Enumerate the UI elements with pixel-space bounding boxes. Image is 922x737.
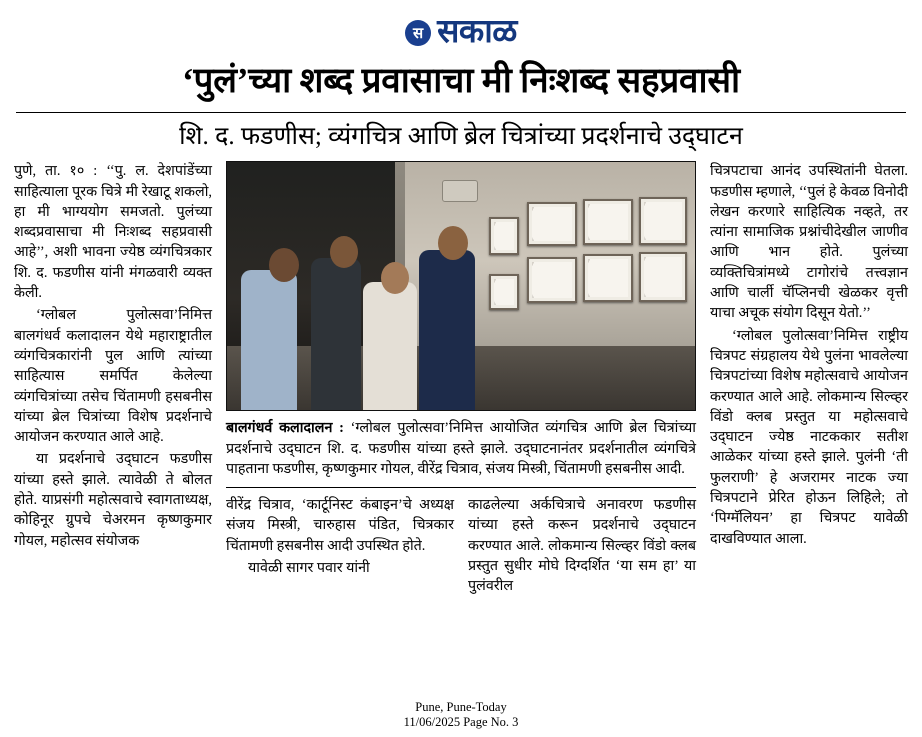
person-figure	[363, 282, 417, 410]
artwork-frame	[583, 254, 633, 302]
logo-mark-icon: स	[405, 20, 431, 46]
subheadline: शि. द. फडणीस; व्यंगचित्र आणि ब्रेल चित्रांच्या प्रदर्शनाचे उद्‌घाटन	[179, 122, 743, 150]
left-paragraph-3: या प्रदर्शनाचे उद्‌घाटन फडणीस यांच्या हस्ते झाले. त्यावेळी ते बोलत होते. याप्रसंगी महोत्सवाचे स्वागताध्यक्ष, कोहिनूर ग्रुपचे चेअरमन कृष्णकुमार गोयल, महोत्सव संयोजक	[14, 451, 212, 549]
person-figure	[311, 258, 361, 410]
footer-date-page: 11/06/2025 Page No. 3	[403, 715, 519, 730]
center-right-paragraph-1: काढलेल्या अर्कचित्राचे अनावरण फडणीस यांच्या हस्ते करून प्रदर्शनाचे उद्‌घाटन करण्यात आले. लोकमान्य सिल्व्हर विंडो क्लब प्रस्तुत सुधीर मोघे दिग्दर्शित ‘या सम हा’ या पुलंवरील	[468, 497, 696, 595]
center-left-paragraph-1: वीरेंद्र चित्राव, ‘कार्टूनिस्ट कंबाइन’चे अध्यक्ष संजय मिस्त्री, चारुहास पंडित, चित्रकार चिंतामणी हसबनीस आदी उपस्थित होते.	[226, 497, 454, 554]
photo-caption	[226, 418, 696, 479]
artwork-frame	[489, 217, 519, 255]
artwork-frame	[527, 202, 577, 246]
center-left-column	[226, 495, 454, 598]
center-subcolumns	[226, 495, 696, 598]
masthead	[14, 0, 908, 57]
artwork-frame	[639, 197, 687, 245]
left-column	[14, 161, 212, 598]
caption-text: ‘ग्लोबल पुलोत्सवा’निमित्त आयोजित व्यंगचित्र आणि ब्रेल चित्रांच्या प्रदर्शनाचे उद्‌घाटन शि. द. फडणीस यांच्या हस्ते झाले. उद्‌घाटनानंतर प्रदर्शनातील व्यंगचित्रे पाहताना फडणीस, कृष्णकुमार गोयल, वीरेंद्र चित्राव, संजय मिस्त्री, चिंतामणी हसबनीस आदी.	[226, 420, 696, 477]
article-body	[14, 161, 908, 598]
center-right-column	[468, 495, 696, 598]
footer-edition: Pune, Pune-Today	[415, 699, 507, 714]
caption-lead: बालगंधर्व कलादालन :	[226, 420, 351, 437]
ceiling-fan-icon	[442, 180, 478, 202]
right-paragraph-1: चित्रपटाचा आनंद उपस्थितांनी घेतला. फडणीस म्हणाले, ‘‘पुलं हे केवळ विनोदी लेखन करणारे साहित्यिक नव्हते, तर त्यांना सामाजिक प्रश्नांचीदेखील जाणीव आणि भान होते. पुलंच्या व्यक्तिचित्रांमध्ये टागोरांचे तत्त्वज्ञान आणि चार्ली चॅप्लिनची खेळकर वृत्ती याचा अचूक संयोग दिसून येतो.’’	[710, 163, 908, 322]
page-footer	[0, 700, 922, 731]
center-left-paragraph-2: यावेळी सागर पवार यांनी	[248, 560, 370, 577]
headline: ‘पुलं’च्या शब्द प्रवासाचा मी निःशब्द सहप्रवासी	[182, 61, 740, 100]
artwork-frame	[489, 274, 519, 310]
headline-divider	[16, 112, 906, 113]
center-column	[226, 161, 696, 598]
publication-name: सकाळ	[437, 14, 517, 50]
left-paragraph-1: पुणे, ता. १० : ‘‘पु. ल. देशपांडेंच्या साहित्याला पूरक चित्रे मी रेखाटू शकलो, हा मी भाग्ययोग समजतो. पुलंच्या शब्दप्रवासाचा मी निःशब्द सहप्रवासी आहे’’, अशी भावना ज्येष्ठ व्यंगचित्रकार शि. द. फडणीस यांनी मंगळवारी व्यक्त केली.	[14, 163, 212, 302]
publication-logo	[405, 16, 517, 49]
artwork-frame	[583, 199, 633, 245]
caption-divider	[226, 487, 696, 488]
article-photo	[226, 161, 696, 411]
artwork-frame	[527, 257, 577, 303]
artwork-frame	[639, 252, 687, 302]
right-paragraph-2: ‘ग्लोबल पुलोत्सवा’निमित्त राष्ट्रीय चित्रपट संग्रहालय येथे पुलंना भावलेल्या चित्रपटांच्या विशेष महोत्सवाचे आयोजन करण्यात आले आहे. लोकमान्य सिल्व्हर विंडो क्लब प्रस्तुत या महोत्सवाचे उद्‌घाटन ज्येष्ठ नाटककार सतीश आळेकर यांच्या हस्ते झाले. पुलंनी ‘ती फुलराणी’ हे अजरामर नाटक ज्या चित्रपटाने प्रेरित होऊन लिहिले; तो ‘पिग्मॅलियन’ हा चित्रपट यावेळी दाखविण्यात आला.	[710, 327, 908, 547]
person-figure	[241, 270, 297, 410]
left-paragraph-2: ‘ग्लोबल पुलोत्सवा’निमित्त बालगंधर्व कलादालन येथे महाराष्ट्रातील व्यंगचित्रकारांनी पुल आणि त्यांच्या साहित्यास समर्पित केलेल्या व्यंगचित्रांच्या तसेच चिंतामणी हसबनीस यांच्या ब्रेल चित्रांच्या विशेष प्रदर्शनाचे आयोजन करण्यात आले आहे.	[14, 307, 212, 446]
person-figure	[419, 250, 475, 410]
right-column	[710, 161, 908, 598]
person-head	[438, 226, 468, 260]
